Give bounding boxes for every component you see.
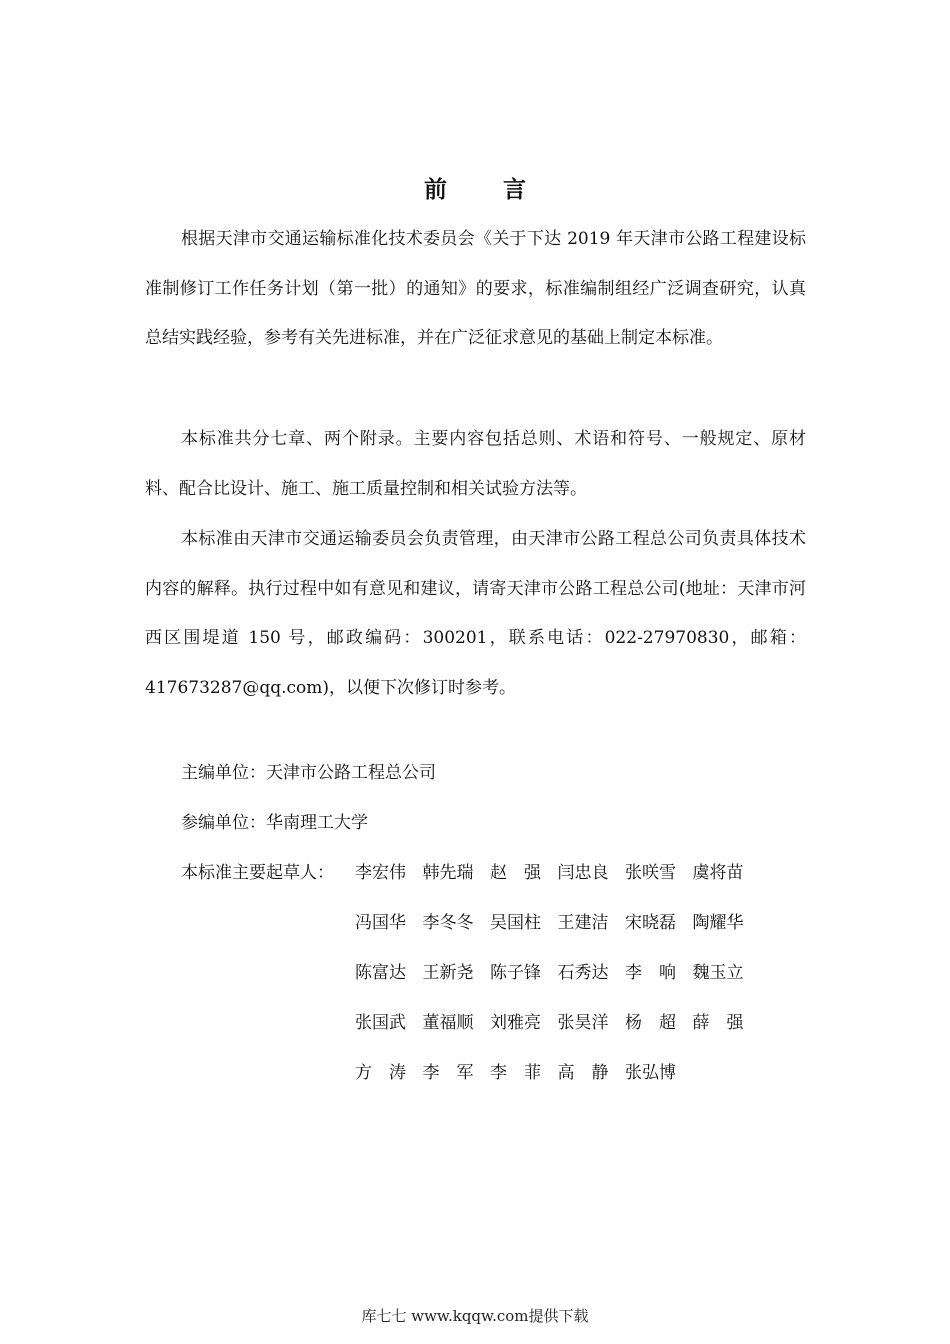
drafter-name: 董福顺 bbox=[422, 1013, 474, 1033]
participating-unit: 参编单位：华南理工大学 bbox=[181, 813, 368, 833]
drafter-name: 赵 强 bbox=[490, 863, 541, 883]
drafter-name: 张昊洋 bbox=[557, 1013, 609, 1033]
drafter-name: 魏玉立 bbox=[692, 963, 744, 983]
drafter-name: 薛 强 bbox=[692, 1013, 744, 1033]
drafter-name: 李 军 bbox=[422, 1063, 474, 1083]
drafter-name: 李 菲 bbox=[490, 1063, 541, 1083]
download-footer: 库七七 www.kqqw.com提供下载 bbox=[361, 1307, 589, 1325]
drafter-name: 杨 超 bbox=[625, 1013, 676, 1033]
drafter-name: 宋晓磊 bbox=[625, 913, 676, 933]
drafter-name: 韩先瑞 bbox=[422, 863, 474, 883]
chief-editor-unit: 主编单位：天津市公路工程总公司 bbox=[181, 763, 436, 783]
drafter-name: 张弘博 bbox=[625, 1063, 676, 1083]
drafters-label: 本标准主要起草人： bbox=[181, 863, 334, 883]
drafter-name: 方 涛 bbox=[355, 1063, 406, 1083]
drafter-name: 闫忠良 bbox=[557, 863, 609, 883]
drafter-row bbox=[355, 1008, 775, 1058]
drafter-name: 陶耀华 bbox=[692, 913, 744, 933]
drafter-name: 冯国华 bbox=[355, 913, 406, 933]
drafter-name: 虞将苗 bbox=[692, 863, 744, 883]
drafter-row bbox=[355, 908, 775, 958]
drafter-name: 张国武 bbox=[355, 1013, 406, 1033]
drafter-name: 李冬冬 bbox=[422, 913, 474, 933]
drafter-name: 高 静 bbox=[557, 1063, 609, 1083]
drafter-name: 陈富达 bbox=[355, 963, 406, 983]
drafter-row bbox=[355, 1058, 775, 1108]
drafter-row bbox=[355, 858, 775, 908]
drafter-name: 刘雅亮 bbox=[490, 1013, 541, 1033]
drafter-name: 王新尧 bbox=[422, 963, 474, 983]
drafter-name: 李宏伟 bbox=[355, 863, 406, 883]
drafter-name: 张咲雪 bbox=[625, 863, 676, 883]
drafter-name: 李 响 bbox=[625, 963, 676, 983]
drafter-name: 陈子锋 bbox=[490, 963, 541, 983]
drafter-row bbox=[355, 958, 775, 1008]
drafters-list bbox=[355, 858, 775, 1108]
paragraph-contents: 本标准共分七章、两个附录。主要内容包括总则、术语和符号、一般规定、原材料、配合比设计、施工、施工质量控制和相关试验方法等。 bbox=[145, 429, 806, 499]
paragraph-management: 本标准由天津市交通运输委员会负责管理，由天津市公路工程总公司负责具体技术内容的解释。执行过程中如有意见和建议，请寄天津市公路工程总公司(地址：天津市河西区围堤道 150 号，邮政编码：300201，联系电话：022-27970830，邮箱：417673287@qq.com)，以便下次修订时参考。 bbox=[145, 529, 806, 698]
drafter-name: 吴国柱 bbox=[490, 913, 541, 933]
page-title: 前 言 bbox=[423, 176, 550, 203]
drafter-name: 王建洁 bbox=[557, 913, 609, 933]
paragraph-basis: 根据天津市交通运输标准化技术委员会《关于下达 2019 年天津市公路工程建设标准制修订工作任务计划（第一批）的通知》的要求，标准编制组经广泛调查研究，认真总结实践经验，参考有关先进标准，并在广泛征求意见的基础上制定本标准。 bbox=[145, 229, 806, 348]
drafter-name: 石秀达 bbox=[557, 963, 609, 983]
